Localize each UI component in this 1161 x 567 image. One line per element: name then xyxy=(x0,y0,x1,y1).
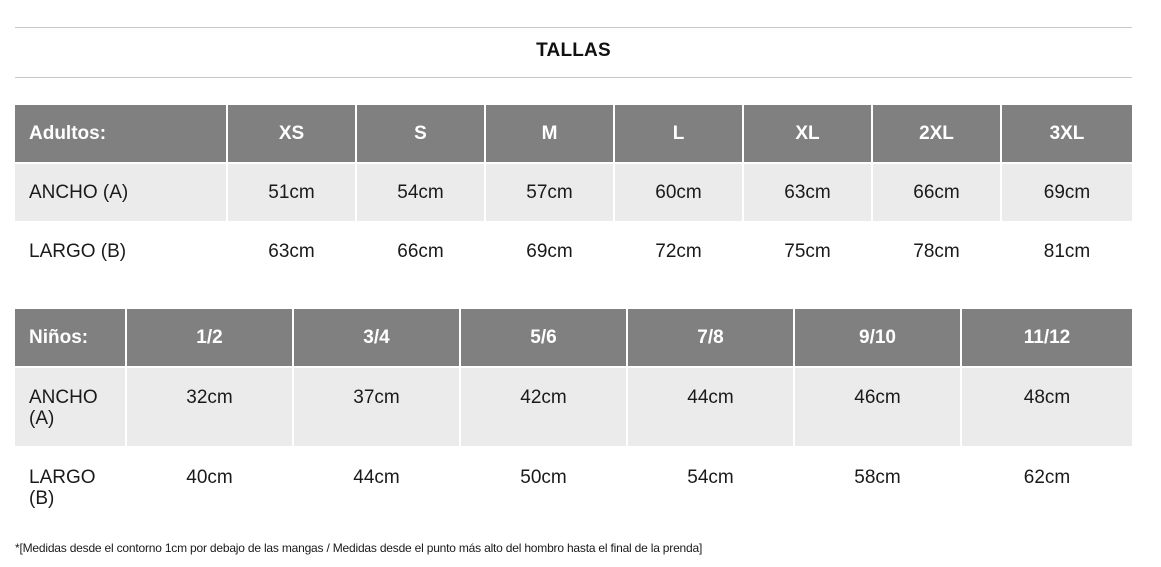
header-cell-size: XL xyxy=(744,105,873,164)
header-cell-size: 11/12 xyxy=(962,309,1132,368)
table-row xyxy=(15,368,1132,448)
table-cell: 48cm xyxy=(962,368,1132,448)
table-cell: 66cm xyxy=(873,164,1002,223)
header-cell-size: L xyxy=(615,105,744,164)
table-row xyxy=(15,164,1132,223)
table-cell: 51cm xyxy=(228,164,357,223)
table-cell: 57cm xyxy=(486,164,615,223)
table-cell: 42cm xyxy=(461,368,628,448)
adult-size-table xyxy=(15,105,1132,282)
table-cell: 44cm xyxy=(294,448,461,528)
header-cell-size: S xyxy=(357,105,486,164)
header-cell-size: 2XL xyxy=(873,105,1002,164)
table-cell: 78cm xyxy=(873,223,1002,282)
row-label: ANCHO (A) xyxy=(15,164,228,223)
header-cell-size: XS xyxy=(228,105,357,164)
table-cell: 81cm xyxy=(1002,223,1132,282)
table-cell: 37cm xyxy=(294,368,461,448)
table-cell: 72cm xyxy=(615,223,744,282)
table-cell: 66cm xyxy=(357,223,486,282)
table-cell: 40cm xyxy=(127,448,294,528)
header-cell-size: 3XL xyxy=(1002,105,1132,164)
table-row xyxy=(15,448,1132,528)
table-cell: 69cm xyxy=(1002,164,1132,223)
table-cell: 44cm xyxy=(628,368,795,448)
table-cell: 62cm xyxy=(962,448,1132,528)
top-divider xyxy=(15,27,1132,28)
table-row xyxy=(15,223,1132,282)
row-label: LARGO (B) xyxy=(15,223,228,282)
table-cell: 69cm xyxy=(486,223,615,282)
page-title: TALLAS xyxy=(536,40,611,61)
header-cell-label: Adultos: xyxy=(15,105,228,164)
title-divider xyxy=(15,77,1132,78)
header-cell-size: 9/10 xyxy=(795,309,962,368)
table-cell: 75cm xyxy=(744,223,873,282)
table-cell: 46cm xyxy=(795,368,962,448)
table-header-row xyxy=(15,309,1132,368)
footnote: *[Medidas desde el contorno 1cm por debajo de las mangas / Medidas desde el punto más alto del hombro hasta el final de la prenda] xyxy=(15,541,703,555)
table-cell: 63cm xyxy=(228,223,357,282)
table-cell: 50cm xyxy=(461,448,628,528)
header-cell-size: 5/6 xyxy=(461,309,628,368)
table-cell: 60cm xyxy=(615,164,744,223)
header-cell-size: 7/8 xyxy=(628,309,795,368)
row-label: ANCHO (A) xyxy=(15,368,127,448)
table-cell: 54cm xyxy=(628,448,795,528)
table-cell: 32cm xyxy=(127,368,294,448)
table-cell: 63cm xyxy=(744,164,873,223)
table-cell: 54cm xyxy=(357,164,486,223)
kids-size-table xyxy=(15,309,1132,528)
table-header-row xyxy=(15,105,1132,164)
header-cell-size: 3/4 xyxy=(294,309,461,368)
header-cell-size: 1/2 xyxy=(127,309,294,368)
table-cell: 58cm xyxy=(795,448,962,528)
header-cell-label: Niños: xyxy=(15,309,127,368)
row-label: LARGO (B) xyxy=(15,448,127,528)
header-cell-size: M xyxy=(486,105,615,164)
